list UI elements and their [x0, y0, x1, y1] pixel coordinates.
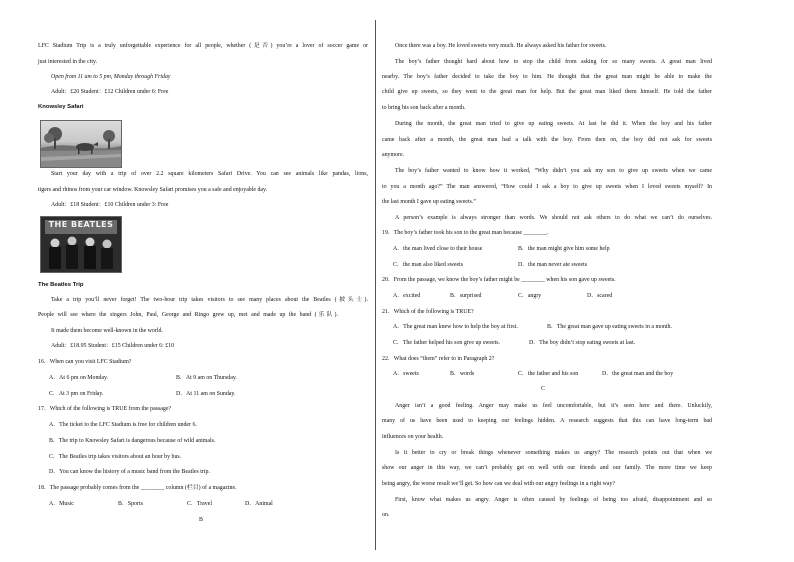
story-line: to bring his son back after a month. — [382, 105, 466, 111]
passage-c-line: First, know what makes us angry. Anger is often caused by feelings of being too afraid, disappointment and so — [395, 497, 712, 503]
question-22-stem: 22．What does “them” refer to in Paragraph 2? — [382, 356, 495, 362]
story-line: child give up sweets, so they went to the great man for help. But the great man liked them himself. He told the father — [382, 89, 712, 95]
q16-option-c: C．At 3 pm on Friday. — [49, 391, 104, 397]
q21-option-b: B．The great man gave up eating sweets in a month. — [547, 324, 672, 330]
q16-option-a: A．At 6 pm on Monday. — [49, 375, 109, 381]
q18-option-c: C．Travel — [187, 501, 212, 507]
lfc-intro-line: just interested in the city. — [38, 59, 98, 65]
story-line: During the month, the great man tried to give up eating sweets. At last he did it. When the boy and his father — [395, 121, 712, 127]
passage-c-line: influences on your health. — [382, 434, 444, 440]
q18-option-d: D．Animal — [245, 501, 273, 507]
question-18-stem: 18．The passage probably comes from the ________ column (栏目) of a magazine. — [38, 485, 237, 491]
q19-option-c: C．the man also liked sweets — [393, 262, 464, 268]
q20-option-b: B．surprised — [450, 293, 482, 299]
lfc-intro-line: LFC Stadium Trip is a truly unforgettable experience for all people, whether (是否) you’re a lover of soccer game or — [38, 43, 368, 49]
story-line: the last month I gave up eating sweets.” — [382, 199, 476, 205]
q18-option-a: A．Music — [49, 501, 74, 507]
q19-option-b: B．the man might give him some help — [518, 246, 610, 252]
q21-option-d: D．The boy didn’t stop eating sweets at last. — [529, 340, 636, 346]
q17-option-d: D．You can know the history of a music band from the Beatles trip. — [49, 469, 210, 475]
q16-option-d: D．At 11 am on Sunday. — [176, 391, 236, 397]
question-21-stem: 21．Which of the following is TRUE? — [382, 309, 474, 315]
safari-desc-line: tigers and rhinos from your car window. Knowsley Safari promises you a safe and enjoyable day. — [38, 187, 268, 193]
story-line: A person’s example is always stronger than words. We should not ask others to do what we can’t do ourselves. — [395, 215, 712, 221]
beatles-desc-line: People will see where the singers John, Paul, George and Ringo grew up, met and made up the band (乐队). — [38, 312, 338, 318]
lfc-prices: Adult：£20 Student：£12 Children under 6: Free — [51, 89, 169, 95]
beatles-heading: The Beatles Trip — [38, 282, 84, 288]
story-line: to you a month ago?” The man answered, “How could I ask a boy to give up sweets when I loved sweets myself? In — [382, 184, 712, 190]
question-20-stem: 20．From the passage, we know the boy’s father might be ________ when his son gave up sweets. — [382, 277, 616, 283]
question-19-stem: 19．The boy’s father took his son to the great man because ________. — [382, 230, 549, 236]
q22-option-c: C．the father and his son — [518, 371, 579, 377]
column-divider — [375, 20, 376, 550]
q21-option-a: A．The great man knew how to help the boy at first. — [393, 324, 518, 330]
lfc-hours: Open from 11 am to 5 pm, Monday through Friday — [51, 74, 171, 80]
q22-option-a: A．sweets — [393, 371, 419, 377]
section-b-label: B — [199, 517, 203, 523]
q19-option-d: D．the man never ate sweets — [518, 262, 588, 268]
q22-option-d: D．the great man and the boy — [602, 371, 674, 377]
q17-option-a: A．The ticket to the LFC Stadium is free for children under 6. — [49, 422, 197, 428]
beatles-desc-line: Take a trip you’ll never forget! The two-hour trip takes visitors to see many places about the Beatles (披头士). — [51, 297, 368, 303]
q17-option-c: C．The Beatles trip takes visitors about an hour by bus. — [49, 454, 182, 460]
question-16-stem: 16．When can you visit LFC Stadium? — [38, 359, 132, 365]
q17-option-b: B．The trip to Knowsley Safari is dangerous because of wild animals. — [49, 438, 216, 444]
passage-c-line: many of us have been used to keeping our feelings hidden. A research suggests that this can have long-term bad — [382, 418, 712, 424]
passage-c-line: show our anger in this way, we can’t probably get on well with our friends and our family. The more time we keep — [382, 465, 712, 471]
q20-option-d: D．scared — [587, 293, 613, 299]
story-line: The boy’s father thought hard about how to stop the child from asking for so many sweets. A great man lived — [395, 59, 712, 65]
beatles-image-title: THE BEATLES — [48, 220, 114, 229]
beatles-photo — [40, 216, 122, 273]
beatles-desc-line: It made them become well-known in the world. — [51, 328, 163, 334]
section-c-label: C — [541, 386, 545, 392]
safari-prices: Adult：£18 Student：£10 Children under 3: Free — [51, 202, 169, 208]
passage-c-line: being angry, the worse result we’ll get. So how can we deal with our angry feelings in a right way? — [382, 481, 616, 487]
question-17-stem: 17．Which of the following is TRUE from the passage? — [38, 406, 172, 412]
q22-option-b: B．words — [450, 371, 475, 377]
q20-option-c: C．angry — [518, 293, 542, 299]
passage-c-line: Is it better to cry or break things whenever something makes us angry? The research points out that when we — [395, 450, 712, 456]
q20-option-a: A．excited — [393, 293, 421, 299]
story-line: Once there was a boy. He loved sweets very much. He always asked his father for sweets. — [395, 43, 607, 49]
story-line: anymore. — [382, 152, 405, 158]
safari-heading: Knowsley Safari — [38, 104, 84, 110]
safari-desc-line: Start your day with a trip of over 2.2 square kilometers Safari Drive. You can see animals like pandas, lions, — [51, 171, 368, 177]
beatles-prices: Adult：£18.95 Student：£15 Children under 6: £10 — [51, 343, 175, 349]
q16-option-b: B．At 9 am on Thursday. — [176, 375, 237, 381]
safari-landscape-graphic — [41, 121, 121, 167]
passage-c-line: on. — [382, 512, 390, 518]
q18-option-b: B．Sports — [118, 501, 143, 507]
story-line: came back after a month, the great man had a talk with the boy. From then on, the boy did not ask for sweets — [382, 137, 712, 143]
story-line: nearby. The boy’s father decided to take the boy to him. He thought that the great man might be able to make the — [382, 74, 712, 80]
q21-option-c: C．The father helped his son give up sweets. — [393, 340, 500, 346]
story-line: The boy’s father wanted to know how it worked, “Why didn’t you ask my son to give up sweets when we came — [395, 168, 712, 174]
passage-c-line: Anger isn’t a good feeling. Anger may make us feel uncomfortable, but it’s seen here and there. Unluckily, — [395, 403, 712, 409]
safari-photo — [40, 120, 122, 168]
q19-option-a: A．the man lived close to their house — [393, 246, 483, 252]
